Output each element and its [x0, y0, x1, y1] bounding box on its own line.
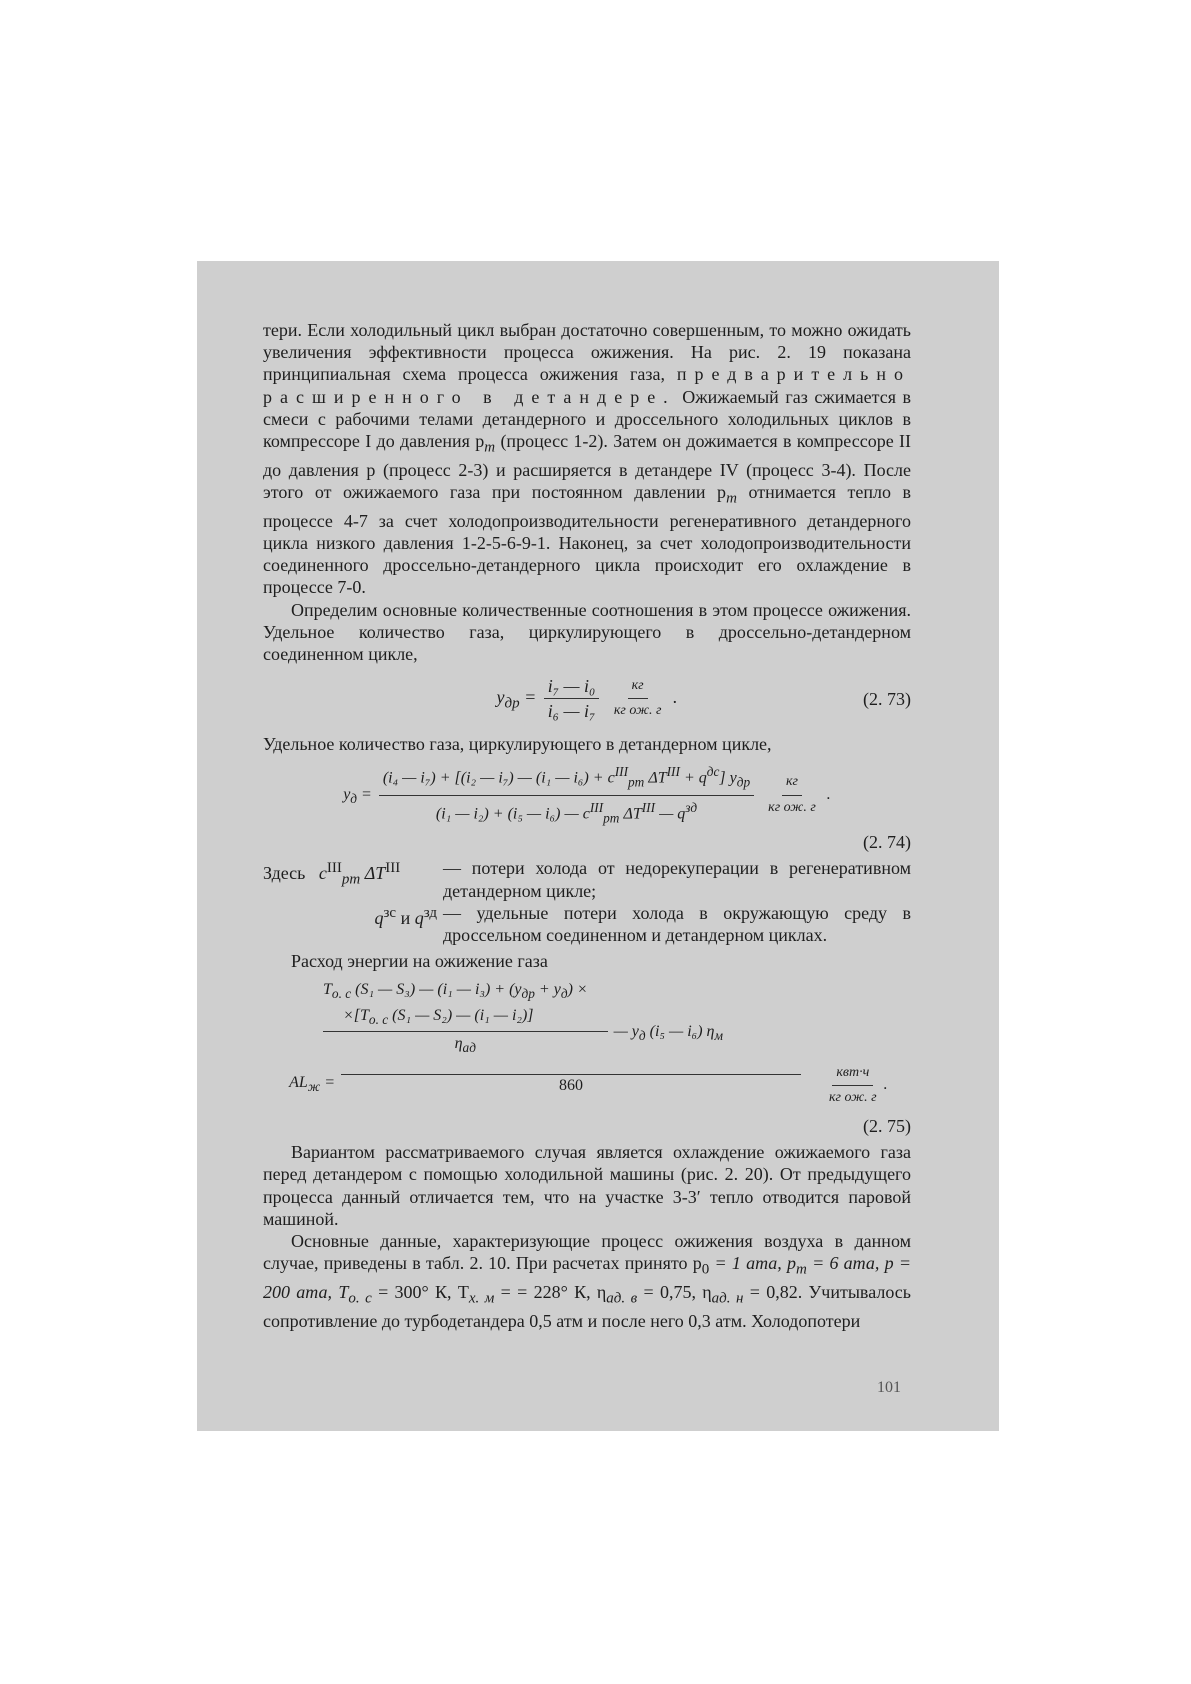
spaced-text: предварительно расширенного в детандере.	[263, 364, 911, 407]
paragraph-2: Определим основные количественные соотношения в этом процессе ожижения. Удельное количество газа, циркулирующего в дроссельно-детандерном соединенном цикле,	[263, 599, 911, 665]
paragraph-1: тери. Если холодильный цикл выбран достаточно совершенным, то можно ожидать увеличения эффективности процесса ожижения. На рис. 2. 19 показана принципиальная схема процесса ожижения газа, предварительно расширенного в детандере. Ожижаемый газ сжимается в смеси с рабочими телами детандерного и дроссельного холодильных циклов в компрессоре I до давления $p_m$ (процесс 1-2). Затем он дожимается в компрессоре II до давления p (процесс 2-3) и расширяется в детандере IV (процесс 3-4). После этого от ожижаемого газа при постоянном давлении $p_m$ отнимается тепло в процессе 4-7 за счет холодопроизводительности регенеративного детандерного цикла низкого давления 1-2-5-6-9-1. Наконец, за счет холодопроизводительности соединенного дроссельно-детандерного цикла происходит его охлаждение в процессе 7-0.	[263, 320, 912, 598]
equation-2-74: $y_д$ = $\frac{(i_4 — i_7) + [(i_2 — i_7) — (i_1 — i_6) + c^{III}_{pт} \Delta T^{III} + q^{дс}] y_{др}}{(i_1 — i_2) + (i_5 — i_6) — c^{III}_{pт} \Delta T^{III} — q^{зд}}$ $\frac{кг}{\text{кг ож. г}}$ .	[263, 761, 911, 829]
page-number: 101	[877, 1379, 901, 1396]
equation-number: (2. 73)	[863, 688, 911, 709]
paragraph-4: Расход энергии на ожижение газа	[291, 951, 548, 972]
scanned-page	[197, 261, 999, 1431]
equation-number: (2. 74)	[863, 832, 911, 853]
paragraph-6: Основные данные, характеризующие процесс ожижения воздуха в данном случае, приведены в табл. 2. 10. При расчетах принято $p_0 = 1$ ата, $p_m = 6$ ата, p = 200 ата, $T_{о. с} = 300^\circ$ К, $T_{х. м}$ = = 228° К, $\eta_{ад. в} = 0,75$, $\eta_{ад. н} = 0,82$. Учитывалось сопротивление до турбодетандера 0,5 атм и после него 0,3 атм. Холодопотери	[263, 1231, 911, 1331]
equation-number: (2. 75)	[863, 1116, 911, 1137]
equation-2-73: $y_{др}$ = $\frac{\text{i₇ — i₀}}{\text{i₆ — i₇}}$ $\frac{кг}{\text{кг ож. г}}$ . (2. 73)	[496, 676, 911, 722]
paragraph-3: Удельное количество газа, циркулирующего в детандерном цикле,	[263, 733, 772, 754]
page-text	[263, 319, 911, 1332]
paragraph-5: Вариантом рассматриваемого случая является охлаждение ожижаемого газа перед детандером с помощью холодильной машины (рис. 2. 20). От предыдущего процесса данный отличается тем, что на участке 3-3′ тепло отводится паровой машиной.	[263, 1142, 911, 1229]
equation-2-75: $T_{о. с}$ (S₁ — S₃) — (i₁ — $i_3) + (y_{др} + y_д)$ × $\times[T_{о. с}$ (S₁ — S₂) — (i₁ — i₂)] $\eta_{ад}$ — $y_д$ (i₅ — i₆) $\eta_м$ $AL_ж$ = 860 $\frac{\text{квт·ч}}{\text{кг ож. г}}$ .	[289, 980, 888, 1105]
definitions: Здесь $c^{III}_{pт}$ $\Delta T^{III}$ — потери холода от недорекуперации в регенеративном детандерном цикле; $q^{зс}$ и $q^{зд}$ — удельные потери холода в окружающую среду в дроссельном соединенном и детандерном циклах.	[263, 858, 911, 946]
